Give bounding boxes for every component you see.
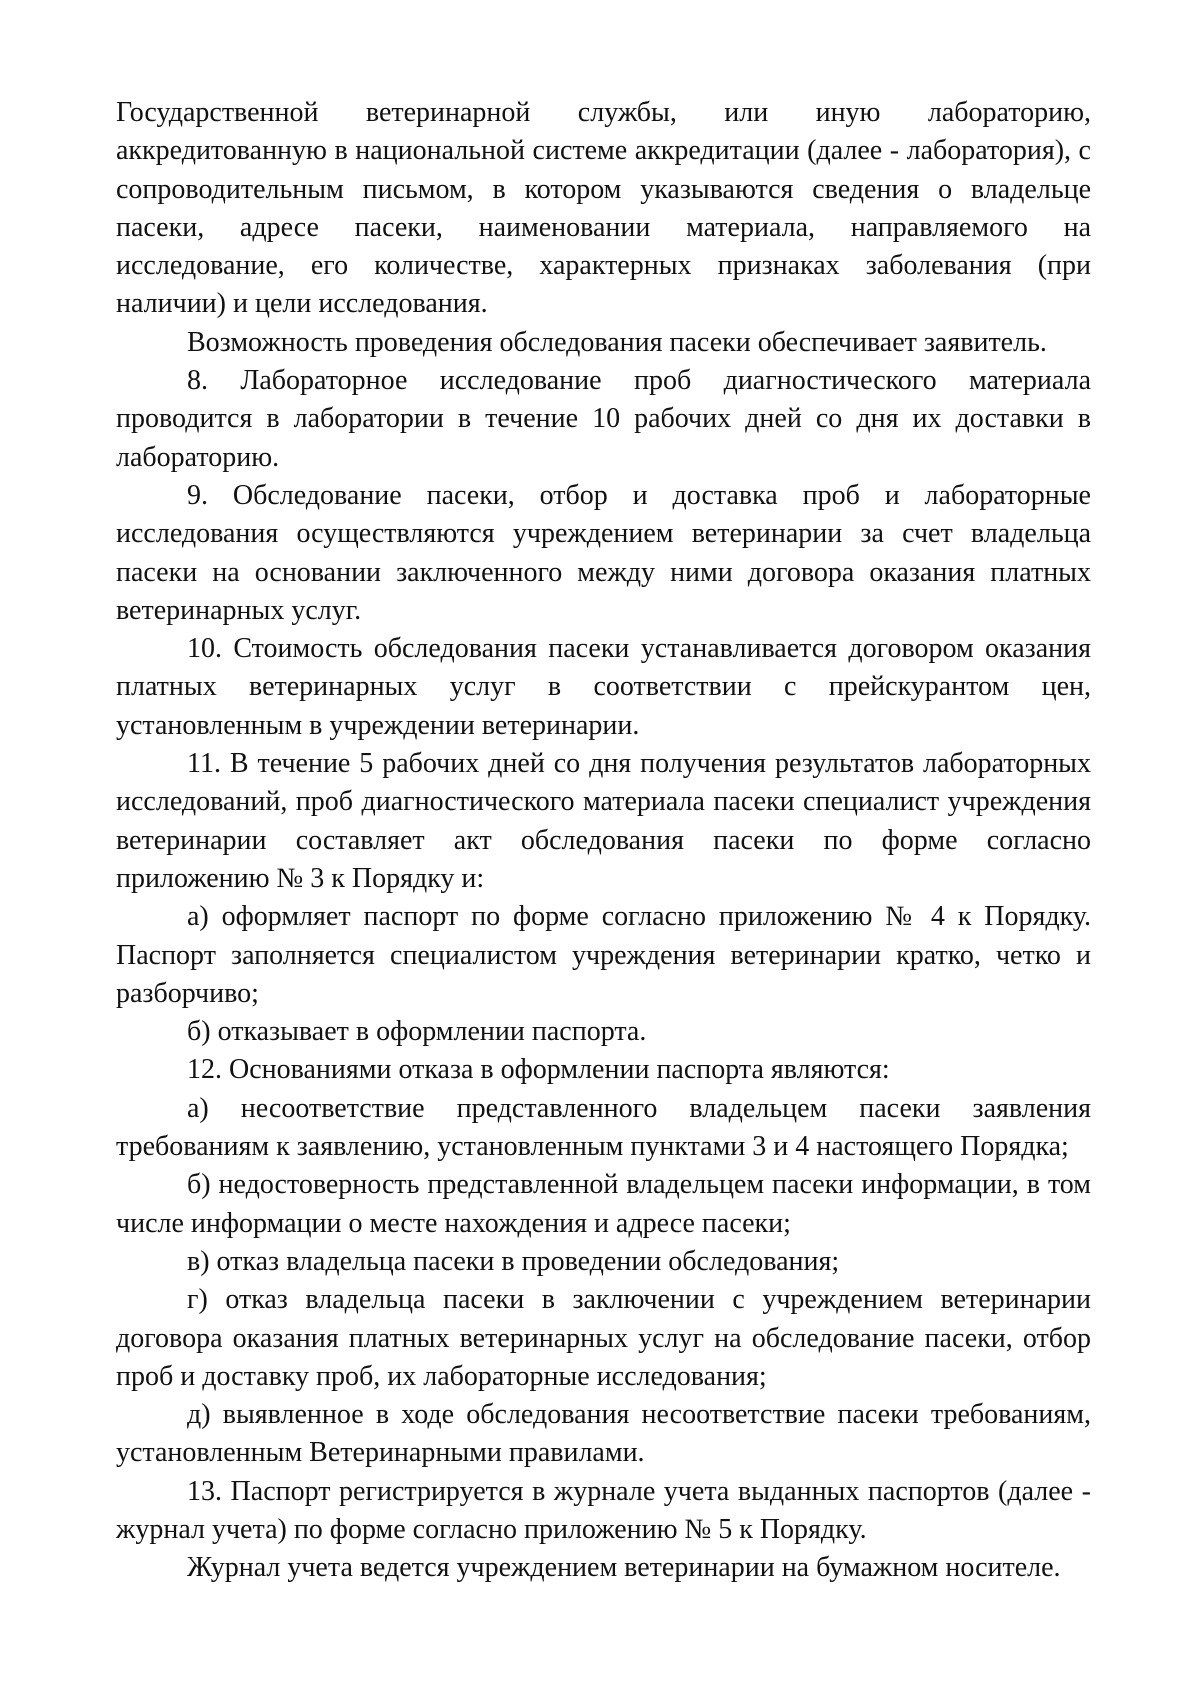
paragraph-item-9: 9. Обследование пасеки, отбор и доставка проб и лабораторные исследования осуществляются учреждением ветеринарии за счет владельца пасеки на основании заключенного между ними договора оказания платных ветеринарных услуг. [116, 479, 1091, 626]
paragraph-journal: Журнал учета ведется учреждением ветеринарии на бумажном носителе. [187, 1552, 1061, 1584]
paragraph-item-11a: а) оформляет паспорт по форме согласно приложению № 4 к Порядку. Паспорт заполняется специалистом учреждения ветеринарии кратко, четко и разборчиво; [116, 901, 1091, 1009]
paragraph-item-12: 12. Основаниями отказа в оформлении паспорта являются: [187, 1054, 890, 1086]
paragraph-item-12a: а) несоответствие представленного владельцем пасеки заявления требованиям к заявлению, установленным пунктами 3 и 4 настоящего Порядка; [116, 1092, 1091, 1163]
paragraph-item-12v: в) отказ владельца пасеки в проведении обследования; [187, 1245, 840, 1277]
paragraph-continuation: Государственной ветеринарной службы, или иную лабораторию, аккредитованную в национальной системе аккредитации (далее - лаборатория), с сопроводительным письмом, в котором указываются сведения о владельце пасеки, адресе пасеки, наименовании материала, направляемого на исследование, его количестве, характерных признаках заболевания (при наличии) и цели исследования. [116, 97, 1091, 320]
paragraph-item-8: 8. Лабораторное исследование проб диагностического материала проводится в лаборатории в течение 10 рабочих дней со дня их доставки в лабораторию. [116, 365, 1091, 473]
paragraph-item-11b: б) отказывает в оформлении паспорта. [187, 1016, 647, 1048]
paragraph-item-12d: д) выявленное в ходе обследования несоответствие пасеки требованиям, установленным Ветеринарными правилами. [116, 1399, 1091, 1469]
paragraph-item-10: 10. Стоимость обследования пасеки устанавливается договором оказания платных ветеринарных услуг в соответствии с прейскурантом цен, установленным в учреждении ветеринарии. [116, 633, 1091, 741]
paragraph-item-13: 13. Паспорт регистрируется в журнале учета выданных паспортов (далее - журнал учета) по форме согласно приложению № 5 к Порядку. [116, 1475, 1091, 1545]
paragraph-inspection-possibility: Возможность проведения обследования пасеки обеспечивает заявитель. [187, 326, 1047, 358]
paragraph-item-12b: б) недостоверность представленной владельцем пасеки информации, в том числе информации о месте нахождения и адресе пасеки; [116, 1169, 1091, 1239]
paragraph-item-12g: г) отказ владельца пасеки в заключении с учреждением ветеринарии договора оказания платных ветеринарных услуг на обследование пасеки, отбор проб и доставку проб, их лабораторные исследования; [116, 1284, 1091, 1392]
paragraph-item-11: 11. В течение 5 рабочих дней со дня получения результатов лабораторных исследований, проб диагностического материала пасеки специалист учреждения ветеринарии составляет акт обследования пасеки по форме согласно приложению № 3 к Порядку и: [116, 748, 1091, 894]
